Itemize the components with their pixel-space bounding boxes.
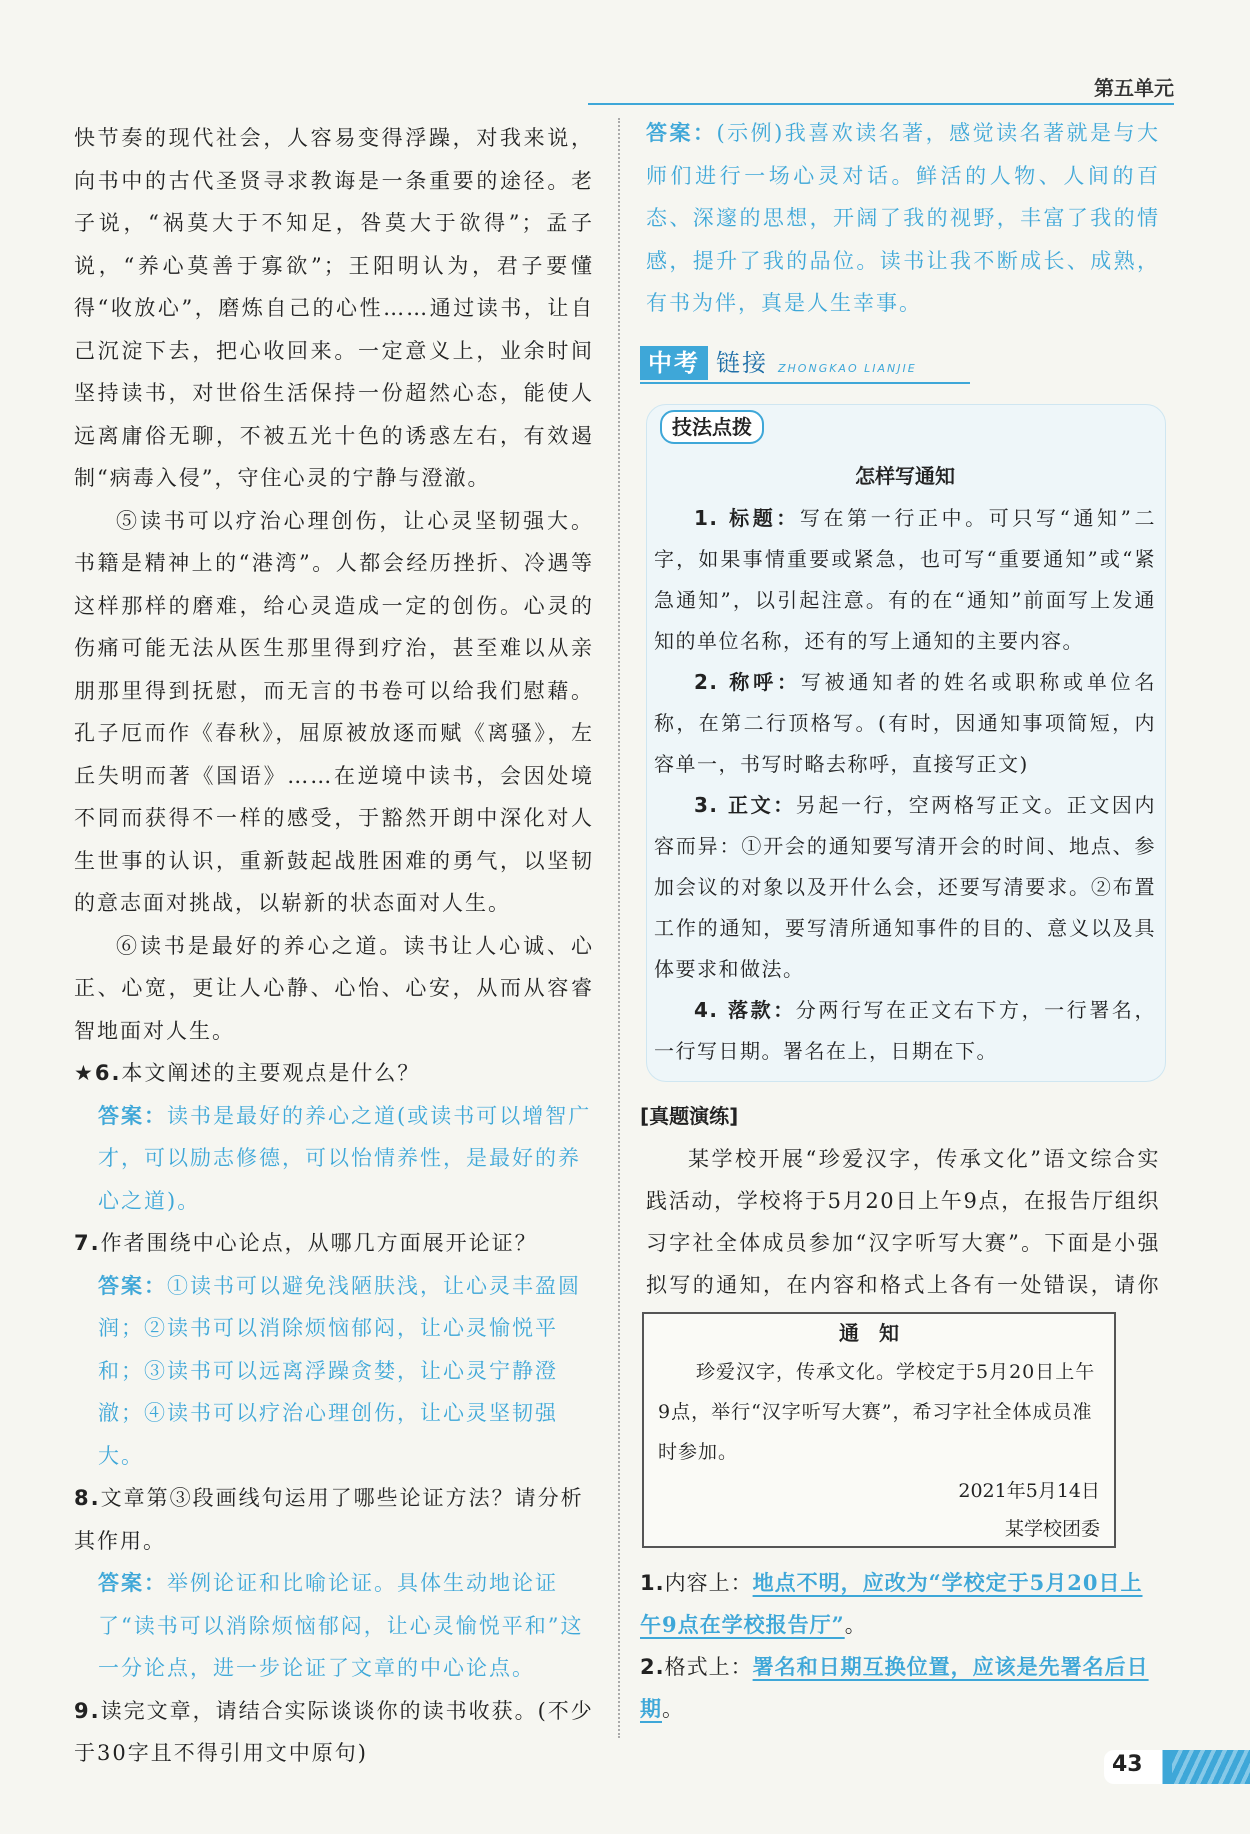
question-8 [74,1477,594,1690]
article-paragraph-6: ⑥读书是最好的养心之道。读书让人心诚、心正、心宽，更让人心静、心怡、心安，从而从容睿智地面对人生。 [74,933,594,1043]
answer-text: (示例)我喜欢读名著，感觉读名著就是与大师们进行一场心灵对话。鲜活的人物、人间的百态、深邃的思想，开阔了我的视野，丰富了我的情感，提升了我的品位。读书让我不断成长、成熟，有书为伴，真是人生幸事。 [646,121,1160,315]
fix-number: 2. [640,1655,665,1679]
question-number: 8. [74,1486,101,1510]
question-number: ★6. [74,1061,122,1085]
fix-answer: 署名和日期互换位置，应该是先署名后日期 [640,1654,1149,1721]
answer-text: 读书是最好的养心之道(或读书可以增智广才，可以励志修德，可以怡情养性，是最好的养心之道)。 [98,1103,592,1213]
question-number: 7. [74,1231,101,1255]
notice-box [642,1312,1116,1548]
tips-title: 怎样写通知 [855,464,955,488]
tips-item-2 [654,662,1156,785]
link-pinyin: ZHONGKAO LIANJIE [778,362,917,375]
tips-item-head: 2. 称呼： [694,670,801,694]
question-text: 读完文章，请结合实际谈谈你的读书收获。(不少于30字且不得引用文中原句) [74,1698,594,1765]
tips-item-head: 1. 标题： [694,506,800,530]
article-paragraph-5: ⑤读书可以疗治心理创伤，让心灵坚韧强大。书籍是精神上的“港湾”。人都会经历挫折、冷遇等这样那样的磨难，给心灵造成一定的创伤。心灵的伤痛可能无法从医生那里得到疗治，甚至难以从亲朋那里得到抚慰，而无言的书卷可以给我们慰藉。孔子厄而作《春秋》，屈原被放逐而赋《离骚》，左丘失明而著《国语》……在逆境中读书，会因处境不同而获得不一样的感受，于豁然开朗中深化对人生世事的认识，重新鼓起战胜困难的勇气，以坚韧的意志面对挑战，以崭新的状态面对人生。 [74,508,594,915]
tips-item-head: 3. 正文： [694,793,796,817]
tips-item-4 [654,990,1156,1072]
question-6 [74,1052,594,1222]
q9-answer [646,112,1160,325]
tips-item-text: 写被通知者的姓名或职称或单位名称，在第二行顶格写。(有时，因通知事项简短，内容单一，书写时略去称呼，直接写正文) [654,670,1157,776]
answer-text: 举例论证和比喻论证。具体生动地论证了“读书可以消除烦恼郁闷，让心灵愉悦平和”这一分论点，进一步论证了文章的中心论点。 [98,1571,584,1680]
notice-org: 某学校团委 [1004,1518,1100,1540]
link-title-sub: 链接 [716,349,768,377]
tips-body [654,498,1156,1072]
tips-item-text: 写在第一行正中。可只写“通知”二字，如果事情重要或紧急，也可写“重要通知”或“紧急通知”，以引起注意。有的在“通知”前面写上发通知的单位名称，还有的写上通知的主要内容。 [654,506,1156,653]
answer-label: 答案： [646,120,717,145]
question-text: 本文阐述的主要观点是什么？ [121,1061,421,1085]
header-rule [588,103,1174,105]
zhongkao-link-header [640,344,970,386]
tips-item-3 [654,785,1156,990]
left-column [74,117,594,1775]
question-text: 作者围绕中心论点，从哪几方面展开论证？ [100,1231,538,1255]
question-number: 9. [74,1698,101,1723]
answer-label: 答案： [98,1272,167,1298]
link-title-main: 中考 [640,346,708,380]
tips-tag: 技法点拨 [660,410,764,444]
question-7 [74,1222,594,1477]
notice-body: 珍爱汉字，传承文化。学校定于5月20日上午9点，举行“汉字听写大赛”，希习字社全体成员准时参加。 [658,1361,1096,1463]
question-9 [74,1690,594,1775]
drill-label: [真题演练] [640,1104,739,1128]
column-divider [618,118,620,1738]
tips-item-1 [654,498,1156,662]
answer-label: 答案： [98,1102,167,1128]
fix-prefix: 内容上： [664,1571,753,1595]
notice-title: 通知 [839,1321,919,1345]
unit-label: 第五单元 [1094,76,1174,100]
question-text: 文章第③段画线句运用了哪些论证方法？请分析其作用。 [74,1486,584,1553]
article-paragraph-4: 快节奏的现代社会，人容易变得浮躁，对我来说，向书中的古代圣贤寻求教诲是一条重要的途径。老子说，“祸莫大于不知足，咎莫大于欲得”；孟子说，“养心莫善于寡欲”；王阳明认为，君子要懂得“收放心”，磨炼自己的心性……通过读书，让自己沉淀下去，把心收回来。一定意义上，业余时间坚持读书，对世俗生活保持一份超然心态，能使人远离庸俗无聊，不被五光十色的诱惑左右，有效遏制“病毒入侵”，守住心灵的宁静与澄澈。 [74,126,594,490]
fix-tail: 。 [844,1613,867,1637]
answer-label: 答案： [98,1570,167,1595]
drill-intro: 某学校开展“珍爱汉字，传承文化”语文综合实践活动，学校将于5月20日上午9点，在报告厅组织习字社全体成员参加“汉字听写大赛”。下面是小强拟写的通知，在内容和格式上各有一处错误，请你 [646,1147,1160,1297]
fix-prefix: 格式上： [664,1655,753,1679]
page-number: 43 [1112,1752,1143,1777]
fix-tail: 。 [662,1697,684,1721]
tips-item-head: 4. 落款： [694,998,796,1022]
tips-item-text: 另起一行，空两格写正文。正文因内容而异：①开会的通知要写清开会的时间、地点、参加会议的对象以及开什么会，还要写清要求。②布置工作的通知，要写清所通知事件的目的、意义以及具体要求和做法。 [654,793,1156,981]
fix-content [640,1562,1164,1646]
fix-number: 1. [640,1571,665,1595]
tips-item-text: 分两行写在正文右下方，一行署名，一行写日期。署名在上，日期在下。 [654,998,1156,1063]
page-number-stripes [1172,1750,1250,1784]
fix-answer: 地点不明，应改为“学校定于5月20日上午9点在学校报告厅” [640,1570,1143,1637]
answer-text: ①读书可以避免浅陋肤浅，让心灵丰盈圆润；②读书可以消除烦恼郁闷，让心灵愉悦平和；③读书可以远离浮躁贪婪，让心灵宁静澄澈；④读书可以疗治心理创伤，让心灵坚韧强大。 [98,1273,581,1468]
notice-date: 2021年5月14日 [958,1480,1100,1502]
fix-format [640,1646,1164,1730]
link-underline [640,382,970,384]
